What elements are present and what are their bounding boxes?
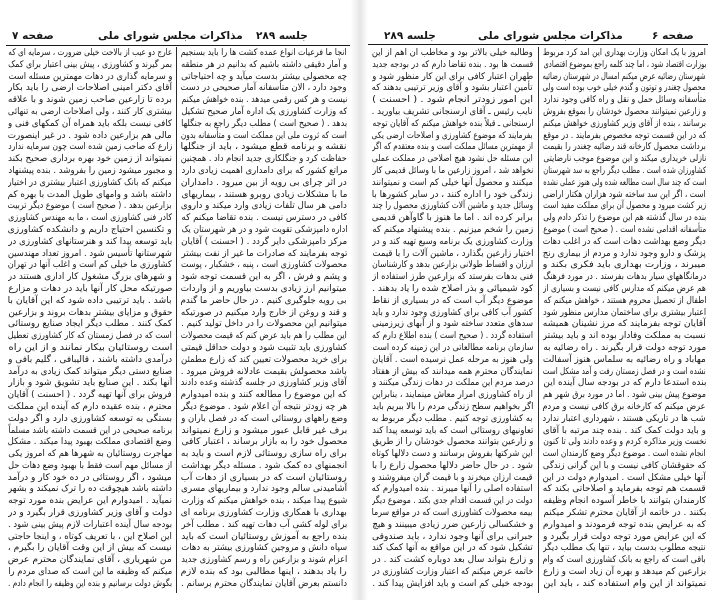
session-number: جلسه ۲۸۹ xyxy=(384,30,436,42)
text-line: بدهد . ( صحیح است ) مطلب دیگر راجع به جنگلها xyxy=(181,118,347,129)
text-line: استفاده اصلی را آنها میبرند . بنده امیدوارم که xyxy=(372,484,533,495)
text-line: تشکیل شود که در این مواقع به آنها کمک کند xyxy=(372,543,533,554)
text-line: انجام نشده است . موضوع دیگر وضع کارمندان است xyxy=(543,449,706,460)
text-line: شهرستانها تأسیس شود . امروز تعداد مهندسین xyxy=(8,248,172,259)
page-7-right-column xyxy=(181,48,347,594)
text-line: است روستائیان بیکار نمانند و از این راه xyxy=(8,342,172,353)
text-line: برف غیر قابل عبور میشود و زارع نمیتواند xyxy=(181,425,347,436)
text-line: متأسفانه وسائل حمل و نقل و راه کافی وجود ندارد xyxy=(543,95,706,106)
text-line: بستگی به توسعه کشاورزی دارد و اگر دولت xyxy=(8,413,172,424)
column-divider xyxy=(176,47,177,593)
text-line: که حقوقشان کافی نیست و با این گرانی زندگی xyxy=(543,460,706,471)
text-line: محصولات کشاورزی است ، پنبه ، خشکبار ، پوست xyxy=(181,260,347,271)
text-line: اطفال از تحصیل محروم هستند ، خواهش میکنم که xyxy=(543,295,706,306)
text-line: دیگر وضع بهداشت دهات است که در اغلب دهات xyxy=(543,236,706,247)
text-line: اختیار زارعین بگذارد ، ماشین آلات را با قیمت xyxy=(372,248,533,259)
text-line: بنده راجع به آموزش روستائیان است که باید xyxy=(181,531,347,542)
text-line: کشور آب کافی برای کشاورزی وجود ندارد و باید xyxy=(372,307,533,318)
text-line: بزارعین کم میدهد و بهره آن زیاد است و زارع xyxy=(543,567,706,578)
text-line: داشته باشد و وامهای طویل المدت با بهره کم xyxy=(8,189,172,200)
text-line: این امور زودتر انجام شود . ( احسنت ) xyxy=(372,95,533,106)
text-line: آشامیدنی سالم وجود ندارد و بیماریهای مسری xyxy=(181,484,347,495)
text-line: چه محصولی بیشتر بدست میآید و چه احتیاجاتی xyxy=(181,71,347,82)
text-line: کافی نیست بلکه باید همراه آن کمکهای فنی و xyxy=(8,118,172,129)
text-line: میشود ، اگر روستائی در ده خود کار و درآمد xyxy=(8,472,172,483)
text-line: نیست که بیش از این وقت آقایان را بگیرم ، xyxy=(8,543,172,554)
text-line: وزارت کشاورزی یک برنامه وسیع تهیه کند و در xyxy=(372,236,533,247)
text-line: بکنند . در خاتمه از آقایان محترم تشکر میکنم xyxy=(543,508,706,519)
text-line: مهاجرت روستائیان به شهرها هم که امروز یکی xyxy=(8,449,172,460)
text-line: زمین را شخم میزنیم . بنده پیشنهاد میکنم که xyxy=(372,224,533,235)
text-line: اعتبار بیشتری برای ساختمان مدارس منظور شود xyxy=(543,307,706,318)
text-line: نشده است و در فصل زمستان رفت و آمد مشکل است xyxy=(543,366,706,377)
text-line: مالی هم بزارعین داده شود . در غیر اینصورت xyxy=(8,130,172,141)
header-rule xyxy=(6,45,350,46)
text-line: میتوانیم ارز زیادی بدست بیاوریم و از واردات xyxy=(181,283,347,294)
text-line: بمر گیرند و کشاورزی ، پیش بینی اعتبار برای کمک xyxy=(8,59,172,70)
text-line: کشاورزی باید تثبیت شود و دولت حداقل قیمتی xyxy=(181,342,347,353)
text-line: فروش برای آنها تهیه گردد . ( احسنت ) آقایان xyxy=(8,390,172,401)
text-line: این مطلب را هم باید عرض کنم که قیمت محصولات xyxy=(181,331,347,342)
text-line: فنی بدهات بفرستد که بزارعین طرز استفاده از xyxy=(372,272,533,283)
text-line: و خشکسالی زارعین ضرر زیادی میبینند و هیچ xyxy=(372,519,533,530)
page-number: صفحه ۶ xyxy=(652,30,694,42)
text-line: صنایع دستی دیگر میتواند کمک زیادی به درآمد xyxy=(8,366,172,377)
text-line: که در این قسمت توجه مخصوص بفرمایند . در موقع xyxy=(543,130,706,141)
text-line: ما با مشکلات زیادی روبرو هستند ، بیماریهای xyxy=(181,189,347,200)
text-line: درآمدی داشته باشند ، قالیبافی ، گلیم بافی و xyxy=(8,354,172,365)
text-line: از مهمترین مسائل مملکت است و بنده معتقدم که اگر xyxy=(372,142,533,153)
text-line: شب ها در تاریکی هستند ، شهرداری اعتبار ندارد xyxy=(543,413,706,424)
text-line: زیر کشت میرود و محصول آن برای مملکت مفید است xyxy=(543,201,706,212)
text-line: نمایندگان محترم همه میدانند که بیش از هفتاد xyxy=(372,366,533,377)
text-line: محترم ، بنده عقیده دارم که آینده این مملکت xyxy=(8,401,172,412)
page-gutter xyxy=(350,0,368,600)
text-line: و باید دولت کمک کند . بنده چند مرتبه با آقای xyxy=(543,425,706,436)
text-line: بی رویه جلوگیری کنیم . در حال حاضر ما گندم xyxy=(181,295,347,306)
text-line: داشته باشد هیچوقت ده را ترک نمیکند و بشهر xyxy=(8,484,172,495)
text-line: ولی هنوز به مرحله عمل نرسیده است . آقایان xyxy=(372,354,533,365)
text-line: در اثر چرای بی رویه از بین میرود . دامداران xyxy=(181,177,347,188)
text-line: بیشتری کار کنند ، ولی اصلاحات ارضی به تنهائی xyxy=(8,106,172,117)
text-line: نمیآید . امیدوارم این عرایض بنده مورد توجه xyxy=(8,496,172,507)
text-line: برای خرید محصولات تعیین کند که زارع مطمئن xyxy=(181,354,347,365)
page-title: مذاکرات مجلس شورای ملی xyxy=(478,30,623,42)
text-line: بهداری با همکاری وزارت کشاورزی برنامه ای xyxy=(181,508,347,519)
text-line: توجه بفرمایند که صادرات ما غیر از نفت بیشتر xyxy=(181,248,347,259)
page-7-left-column xyxy=(8,48,172,594)
text-line: هر چه زودتر نتیجه آن اعلام شود . موضوع دیگر xyxy=(181,401,347,412)
text-line: آنجا ما فرعیات انواع عمده کشت ها را باید بسنجیم xyxy=(181,48,347,58)
text-line: نایب رئیس ـ آقای ارسنجانی تشریف بیاورید . xyxy=(372,106,533,117)
text-line: نازلی خریداری میکند و این موضوع موجب نارضایتی xyxy=(543,154,706,165)
text-line: مهاباد و راه رضائیه به سلماس هنوز آسفالت xyxy=(543,354,706,365)
text-line: شهرستان رضائیه عرض میکنم امسال در شهرستان رضائیه xyxy=(543,71,706,82)
text-line: موضوع دیگر آب است که در بسیاری از نقاط xyxy=(372,295,533,306)
text-line: اداره دامپزشکی تقویت شود و در هر شهرستان یک xyxy=(181,224,347,235)
text-line: مورد توجه دولت قرار بگیرند . راه رضائیه به xyxy=(543,342,706,353)
text-line: باشد . باید ترتیبی داده شود که این آقایان با xyxy=(8,295,172,306)
text-line: عرض میکنم که کارخانه برق کافی نیست و مردم xyxy=(543,401,706,412)
text-line: کشاورزی ما خیلی کم است و اغلب آنها در تهران xyxy=(8,260,172,271)
page-title: مذاکرات مجلس شورای ملی xyxy=(98,30,243,42)
text-line: ارسنجانی ـ قبلاً بنده خواهش میکنم که آقایان توجه xyxy=(372,118,533,129)
text-line: و قند و روغن از خارج وارد میکنیم در صورتیکه xyxy=(181,307,347,318)
text-line: باقی است که راجع به بانک کشاورزی است که وام xyxy=(543,555,706,566)
text-line: این اصلاح این ، با تعریف کوتاه ، و اینجا حاجتی xyxy=(8,531,172,542)
text-line: قیمت ارزان میخرند و با قیمت گران میفروشند و xyxy=(372,472,533,483)
text-line: از مسائل مهم است فقط با بهبود وضع دهات حل xyxy=(8,460,172,471)
text-line: میکنند و محصول آنها خیلی کم است و نمیتوانند xyxy=(372,177,533,188)
column-divider xyxy=(538,47,539,593)
text-line: که به عرایض بنده توجه فرمودند و امیدوارم xyxy=(543,519,706,530)
text-line: وسائل جدید و ماشین آلات کشاورزی محصول را چند xyxy=(372,201,533,212)
text-line: باید توسعه پیدا کند و هنرستانهای کشاورزی در xyxy=(8,236,172,247)
text-line: درمانگاههای سیار بدهات بفرستد . در مورد فرهنگ xyxy=(543,272,706,283)
text-line: برای لوله کشی آب دهات تهیه کند . مطلب آخر xyxy=(181,519,347,530)
text-line: و زارعین بتوانند محصول خودشان را از طریق xyxy=(372,437,533,448)
text-line: بوزارت اقتصاد شود ، اما چند کلمه راجع بموضوع اقتصادی xyxy=(543,59,706,70)
text-line: سازمان برنامه مطالعاتی در این زمینه کرده است xyxy=(372,342,533,353)
text-line: تعاونیهای روستائی است که باید توسعه پیدا کند xyxy=(372,425,533,436)
text-line: بنده در سال گذشته هم این موضوع را تذکر دادم ولی xyxy=(543,213,706,224)
text-line: خاتمه عرض میکنم که اعتبار وزارت کشاورزی در xyxy=(372,567,533,578)
text-line: و پشم و فرش ، اگر به این قسمت توجه شود xyxy=(181,272,347,283)
text-line: بودجه خیلی کم است و باید افزایش پیدا کند . xyxy=(372,578,533,589)
text-line: کارمندان بتوانند با خاطر آسوده انجام وظیفه xyxy=(543,496,706,507)
text-line: نتیجه مطلوب بدست بیاید ، تنها یک مطلب دیگر xyxy=(543,543,706,554)
text-line: کشاورزان شده است . مطلب دیگر راجع به سد شهرستان xyxy=(543,165,706,176)
text-line: درصد مردم این مملکت در دهات زندگی میکنند و xyxy=(372,378,533,389)
text-line: و آمار دقیقی داشته باشیم که بدانیم در هر منطقه xyxy=(181,59,347,70)
text-line: این مسئله حل نشود هیچ اصلاحی در مملکت عملی xyxy=(372,154,533,165)
text-line: که وزارت کشاورزی یک اداره آمار صحیح تشکیل xyxy=(181,106,347,117)
text-line: سپاه دانش و مروجین کشاورزی بیشتر به دهات xyxy=(181,543,347,554)
text-line: انجمنهای ده کمک شود . مسئله دیگر بهداشت xyxy=(181,460,347,471)
text-line: حقوق و مزایای بیشتر بدهات بروند و بزارعین xyxy=(8,307,172,318)
text-line: و مجبور میشود زمین را بفروشد . بنده پیشنهاد xyxy=(8,165,172,176)
text-line: سدهای متعدد ساخته شود و از آبهای زیرزمینی xyxy=(372,319,533,330)
text-line: باشد محصولش بقیمت عادلانه فروش میرود . xyxy=(181,366,347,377)
text-line: محصول خود را به بازار برساند ، اعتبار کافی xyxy=(181,437,347,448)
text-line: برده تا زارعین صاحب زمین شوند و با علاقه xyxy=(8,95,172,106)
text-line: شود . در حال حاضر دلالها محصول زارع را با xyxy=(372,460,533,471)
text-line: بیمه محصولات کشاورزی است که در مواقع سرما xyxy=(372,508,533,519)
text-line: وضع راههای روستائی است که در فصل باران و xyxy=(181,413,347,424)
text-line: کافی در دسترس نیست . بنده تقاضا میکنم که xyxy=(181,213,347,224)
text-line: قسمت ها بود . بنده تقاضا دارم که در بودجه جدید xyxy=(372,59,533,70)
text-line: آقای وزیر کشاورزی در جلسه گذشته وعده دادند xyxy=(181,378,347,389)
text-line: وطالبه خیلی بالاتر بود و مخاطب آن اهم از این xyxy=(372,48,533,58)
text-line: زارع که صاحب زمین شده است چون سرمایه ندارد xyxy=(8,142,172,153)
page-6-right-column xyxy=(543,48,706,594)
text-line: قسمت هم توجه بفرماید و اصلاحاتی بکند که xyxy=(543,484,706,495)
text-line: این شرکتها بفروش برسانند و دست دلالها کوتاه xyxy=(372,449,533,460)
text-line: دولت در این قسمت اقدام جدی بکند . موضوع دیگر xyxy=(372,496,533,507)
text-line: کود شیمیائی و بذر اصلاح شده را یاد بدهند . xyxy=(372,283,533,294)
text-line: است که چند سال است مطالعه شده ولی هنوز عملی نشده xyxy=(543,177,706,188)
text-line: موضوع پیش بینی شود . اما در مورد برق شهر هم xyxy=(543,390,706,401)
text-line: برای راه سازی روستائی لازم است و باید به xyxy=(181,449,347,460)
text-line: بنده استدعا دارم که در بودجه سال آینده این xyxy=(543,378,706,389)
text-line: برسانند ، بنده از آقای وزیر کشاورزی خواهش میکنم xyxy=(543,118,706,129)
text-line: آنها بکند . این صنایع باید تشویق شود و بازار xyxy=(8,378,172,389)
text-line: ارزان و اقساط طولانی بزارعین بدهد و کارشناسان xyxy=(372,260,533,271)
text-line: بگوش دولت برسانیم و بنده این وظیفه را انجام دادم . xyxy=(8,578,172,589)
text-line: دانستم بعرض آقایان نمایندگان محترم برسانم . xyxy=(181,578,347,589)
text-line: نسبت به مملکت وفادار بوده اند و باید بیشتر xyxy=(543,331,706,342)
text-line: هم عرض میکنم که مدارس کافی نیست و بسیاری از xyxy=(543,283,706,294)
text-line: اگر بخواهیم سطح زندگی مردم را بالا ببریم باید xyxy=(372,401,533,412)
text-line: و زارع بتواند سال بعد دوباره کشت کند . در xyxy=(372,555,533,566)
text-line: میبرند ، وزارت بهداری باید فکری بکند و xyxy=(543,260,706,271)
text-line: وضع اقتصادی مملکت بهبود پیدا میکند . مشکل xyxy=(8,437,172,448)
text-line: نقشه و برنامه قطع میشود ، باید از جنگلها xyxy=(181,142,347,153)
text-line: دامی هر سال تلفات زیادی وارد میکند و داروی xyxy=(181,201,347,212)
text-line: و سرمایه گذاری در دهات مهمترین مسئله است xyxy=(8,71,172,82)
session-number: جلسه ۲۸۹ xyxy=(256,30,308,42)
text-line: عارج دو عیب از بالاحت خیلی ضرورت ، سرمایه ای که xyxy=(8,48,172,58)
text-line: میتوانیم این محصولات را در داخل تولید کنیم . xyxy=(181,319,347,330)
text-line: است که ثروت ملی این مملکت است و متأسفانه بدون xyxy=(181,130,347,141)
text-line: از راه کشاورزی امرار معاش مینمایند ، بنابراین xyxy=(372,390,533,401)
text-line: برابر کرده اند . اما ما هنوز با گاوآهن قدیمی xyxy=(372,213,533,224)
text-line: آنها خیلی مشکل است . امیدوارم دولت در این xyxy=(543,472,706,483)
text-line: برداشت محصول کارخانه قند رضائیه چغندر را بقیمت xyxy=(543,142,706,153)
text-line: و تکنسین احتیاج داریم و دانشکده کشاورزی xyxy=(8,224,172,235)
text-line: که این موضوع را مطالعه کنند و بنده امیدوارم xyxy=(181,390,347,401)
text-line: دولت و آقای وزیر کشاورزی قرار بگیرد و در xyxy=(8,508,172,519)
text-line: که این عرایض مورد توجه دولت قرار بگیرد و xyxy=(543,531,706,542)
text-line: محصول چغندر و توتون و گندم خیلی خوب بوده است ولی xyxy=(543,83,706,94)
text-line: روستائیان است که در بسیاری از دهات آب xyxy=(181,472,347,483)
text-line: طهران اعتبار کافی برای این کار منظور شود و xyxy=(372,71,533,82)
text-line: جبرانی برای آنها وجود ندارد ، باید صندوقی xyxy=(372,531,533,542)
text-line: و شهرهای بزرگ مشغول کار اداری هستند در xyxy=(8,272,172,283)
text-line: میکنم که بانک کشاورزی اعتبار بیشتری در اختیار xyxy=(8,177,172,188)
text-line: بزارعین بدهد . ( صحیح است ) موضوع دیگر تربیت xyxy=(8,201,172,212)
text-line: کادر فنی کشاورزی است ، ما به مهندس کشاورزی xyxy=(8,213,172,224)
text-line: است که در فصل زمستان که کار کشاورزی تعطیل xyxy=(8,331,172,342)
text-line: است ، اگر این سد ساخته شود هزاران هکتار اراضی xyxy=(543,189,706,200)
text-line: من شهریاری ، آقای نمایندگان محترم عرض xyxy=(8,555,172,566)
text-line: استفاده گردد . ( صحیح است ) بنده اطلاع دارم که xyxy=(372,331,533,342)
text-line: زندگی خود را اداره کنند ، در سایر کشورها با xyxy=(372,189,533,200)
page-6-left-column xyxy=(372,48,533,594)
page-number: صفحه ۷ xyxy=(12,30,54,42)
text-line: و زارعین نمیتوانند محصول خودشان را بموقع بفروش xyxy=(543,106,706,117)
text-line: به کشاورزی توجه کنیم . مطلب دیگر مربوط به xyxy=(372,413,533,424)
text-line: میکنم که وظیفه ما این است که صدای مردم را xyxy=(8,567,172,578)
text-line: بودجه سال آینده اعتبارات لازم پیش بینی شود . xyxy=(8,519,172,530)
text-line: مرکز دامپزشکی دایر گردد . ( احسنت ) آقایان xyxy=(181,236,347,247)
text-line: نخست وزیر مذاکره کردم و وعده دادند ولی تا کنون xyxy=(543,437,706,448)
text-line: نیست و هر کس رقمی میدهد . بنده خواهش میکنم xyxy=(181,95,347,106)
text-line: کمک کنند . مطلب دیگر ایجاد صنایع روستائی xyxy=(8,319,172,330)
text-line: بفرمایند که موضوع کشاورزی و اصلاحات ارضی یکی xyxy=(372,130,533,141)
text-line: را یاد بدهند ، اینها مطالبی بود که بنده لازم xyxy=(181,567,347,578)
text-line: متأسفانه اقدامی نشده است . ( صحیح است ) موضوع xyxy=(543,224,706,235)
text-line: حفاظت کرد و جنگلکاری جدید انجام داد . همچنین xyxy=(181,154,347,165)
text-line: تأمین اعتبار بشود و آقای وزیر ترتیبی بدهند که xyxy=(372,83,533,94)
text-line: شیوع پیدا میکند ، بنده خواهش میکنم که وزارت xyxy=(181,496,347,507)
text-line: آقایان توجه بفرمایند که مرز نشینان همیشه xyxy=(543,319,706,330)
text-line: مراتع کشور که برای دامداری اهمیت زیادی دارد xyxy=(181,165,347,176)
text-line: برنامه صحیحی در این قسمت داشته باشد مسلماً xyxy=(8,425,172,436)
text-line: امروز با یک امکان وزارت بهداری این آمد کرد مربوط xyxy=(543,48,706,58)
text-line: آقای دکتر امینی اصلاحات ارضی را باید بکار xyxy=(8,83,172,94)
text-line: وجود دارد ، الان متأسفانه آمار صحیحی در دست xyxy=(181,83,347,94)
header-rule xyxy=(368,44,708,45)
text-line: پزشک و دارو وجود ندارد و مردم از بیماری رنج xyxy=(543,248,706,259)
text-line: نخواهد شد ، امروز زارعین ما با وسائل قدیمی کار xyxy=(372,165,533,176)
text-line: نمیتواند از زمین خود بهره برداری صحیح بکند xyxy=(8,154,172,165)
text-line: صورتیکه محل کار آنها باید در دهات و مزارع xyxy=(8,283,172,294)
text-line: اعزام شوند و بزارعین راه و رسم کشاورزی جدید xyxy=(181,555,347,566)
text-line: نمیتواند از این وام استفاده کند ، باید این xyxy=(543,578,706,589)
